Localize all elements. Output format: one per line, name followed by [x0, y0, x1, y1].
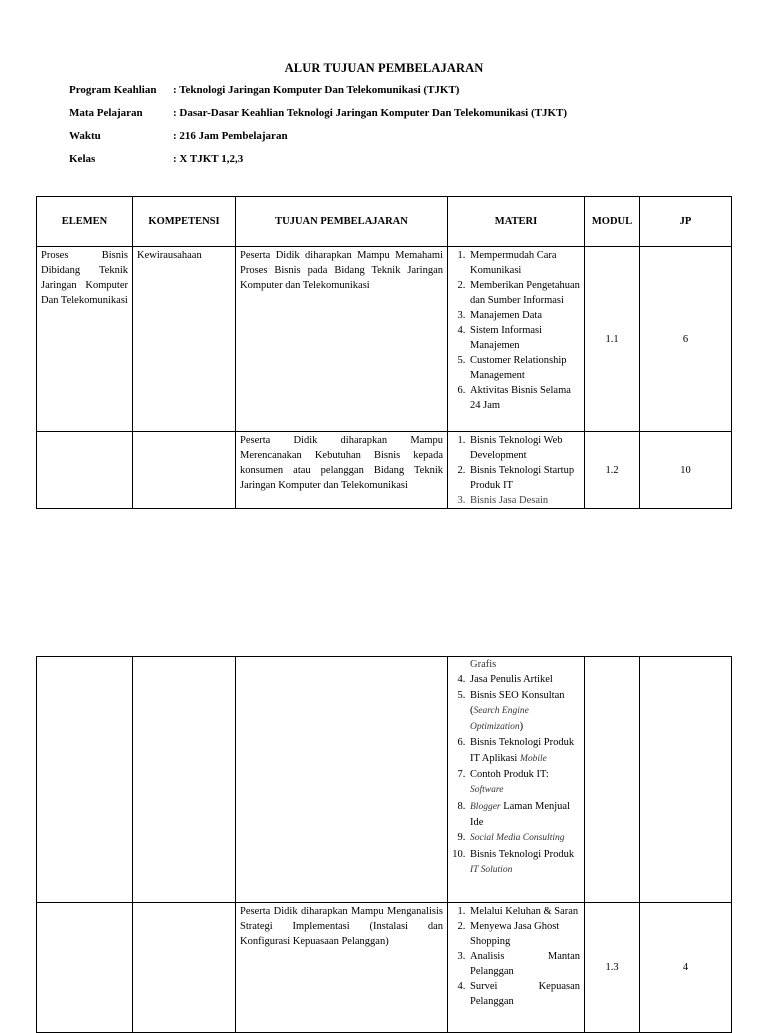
document-title: ALUR TUJUAN PEMBELAJARAN	[284, 61, 484, 75]
header-modul: MODUL	[585, 197, 640, 247]
list-item: 1. Melalui Keluhan & Saran	[468, 904, 580, 919]
cell-tujuan: Peserta Didik diharapkan Mampu Menganalisis Strategi Implementasi (Instalasi dan Konfigurasi Kepuasaan Pelanggan)	[236, 903, 448, 1033]
table-row	[37, 657, 732, 903]
cell-jp: 6	[640, 247, 732, 432]
list-item: 2. Menyewa Jasa Ghost Shopping	[468, 919, 580, 949]
materi-text: Bisnis Teknologi Produk	[470, 848, 575, 860]
cell-materi	[448, 657, 585, 903]
cell-modul: 1.2	[585, 432, 640, 509]
materi-list	[452, 904, 580, 1009]
cell-materi	[448, 903, 585, 1033]
cell-jp: 10	[640, 432, 732, 509]
cell-jp: 4	[640, 903, 732, 1033]
cell-modul: 1.3	[585, 903, 640, 1033]
header-tujuan: TUJUAN PEMBELAJARAN	[236, 197, 448, 247]
materi-italic-text: Social Media Consulting	[470, 833, 565, 844]
materi-text: Contoh Produk IT:	[470, 769, 549, 781]
cell-elemen	[37, 432, 133, 509]
list-item	[468, 672, 580, 687]
cell-tujuan: Peserta Didik diharapkan Mampu Memahami Proses Bisnis pada Bidang Teknik Jaringan Komputer dan Telekomunikasi	[236, 247, 448, 432]
meta-value: : X TJKT 1,2,3	[173, 153, 244, 165]
cell-kompetensi	[133, 657, 236, 903]
materi-italic-text: Software	[470, 785, 504, 796]
list-item	[468, 799, 580, 831]
materi-text: Jasa Penulis Artikel	[470, 674, 553, 686]
cell-elemen: Proses Bisnis Dibidang Teknik Jaringan Komputer Dan Telekomunikasi	[37, 247, 133, 432]
materi-text: Bisnis Teknologi Produk IT Aplikasi	[470, 737, 575, 764]
meta-label: Waktu	[69, 130, 101, 142]
list-item: 2. Memberikan Pengetahuan dan Sumber Informasi	[468, 278, 580, 308]
materi-italic-text: IT Solution	[470, 864, 513, 875]
list-item: 3. Analisis Mantan Pelanggan	[468, 949, 580, 979]
meta-value: : 216 Jam Pembelajaran	[173, 130, 288, 142]
list-item: 4. Survei Kepuasan Pelanggan	[468, 979, 580, 1009]
cell-kompetensi	[133, 903, 236, 1033]
materi-italic-text: Blogger	[470, 801, 501, 812]
cell-materi	[448, 432, 585, 509]
materi-text: Bisnis SEO Konsultan (	[470, 689, 565, 716]
atp-table-page-1	[36, 196, 732, 509]
list-item: 3. Manajemen Data	[468, 308, 580, 323]
table-header-row	[37, 197, 732, 247]
list-item: 1. Bisnis Teknologi Web Development	[468, 433, 580, 463]
cell-modul: 1.1	[585, 247, 640, 432]
list-item: 3. Bisnis Jasa Desain	[468, 493, 580, 507]
meta-label: Mata Pelajaran	[69, 107, 143, 119]
table-row	[37, 903, 732, 1033]
table-row	[37, 247, 732, 432]
materi-text: Laman Menjual Ide	[470, 800, 571, 828]
meta-value: : Teknologi Jaringan Komputer Dan Telekomunikasi (TJKT)	[173, 84, 460, 96]
table-row	[37, 432, 732, 509]
meta-value: : Dasar-Dasar Keahlian Teknologi Jaringan Komputer Dan Telekomunikasi (TJKT)	[173, 107, 568, 119]
meta-label: Kelas	[69, 153, 96, 165]
materi-list	[452, 672, 580, 878]
list-item	[468, 688, 580, 736]
list-item	[468, 767, 580, 799]
cell-kompetensi	[133, 432, 236, 509]
materi-italic-text: Search Engine Optimization	[470, 705, 529, 733]
atp-table-page-2	[36, 656, 732, 1033]
materi-list	[452, 433, 580, 507]
cell-tujuan: Peserta Didik diharapkan Mampu Merencanakan Kebutuhan Bisnis kepada konsumen atau pelanggan Bidang Teknik Jaringan Komputer dan Telekomunikasi	[236, 432, 448, 509]
list-item: 1. Mempermudah Cara Komunikasi	[468, 248, 580, 278]
list-item	[468, 847, 580, 879]
meta-label: Program Keahlian	[69, 84, 157, 96]
materi-text-after: )	[519, 721, 524, 733]
cell-materi	[448, 247, 585, 432]
list-item: 4. Sistem Informasi Manajemen	[468, 323, 580, 353]
list-item: 5. Customer Relationship Management	[468, 353, 580, 383]
list-item: 6. Aktivitas Bisnis Selama 24 Jam	[468, 383, 580, 413]
cell-tujuan	[236, 657, 448, 903]
list-item	[468, 830, 580, 846]
header-materi: MATERI	[448, 197, 585, 247]
cell-elemen	[37, 903, 133, 1033]
materi-italic-text: Mobile	[519, 753, 547, 764]
list-item	[468, 735, 580, 767]
header-elemen: ELEMEN	[37, 197, 133, 247]
cell-kompetensi: Kewirausahaan	[133, 247, 236, 432]
list-item: 2. Bisnis Teknologi Startup Produk IT	[468, 463, 580, 493]
materi-list	[452, 248, 580, 413]
header-kompetensi: KOMPETENSI	[133, 197, 236, 247]
materi-continued-text: Grafis	[470, 659, 497, 670]
cell-elemen	[37, 657, 133, 903]
cell-modul	[585, 657, 640, 903]
header-jp: JP	[640, 197, 732, 247]
cell-jp	[640, 657, 732, 903]
